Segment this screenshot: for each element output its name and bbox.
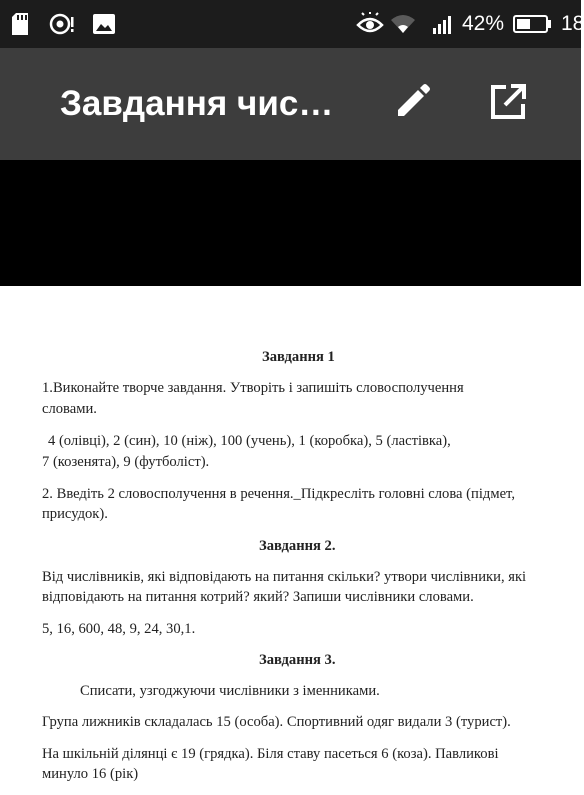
task1-heading: Завдання 1 — [262, 349, 335, 365]
status-bar — [0, 0, 584, 48]
location-icon — [49, 0, 75, 48]
task1-instruction-line1: 1.Виконайте творче завдання. Утворіть і запишіть словосполучення — [42, 380, 464, 396]
task3-heading: Завдання 3. — [259, 652, 336, 668]
task2-numbers: 5, 16, 600, 48, 9, 24, 30,1. — [42, 621, 196, 637]
battery-icon — [513, 0, 553, 48]
task1-items-line1: 4 (олівці), 2 (син), 10 (ніж), 100 (учень), 1 (коробка), 5 (ластівка), — [48, 433, 451, 449]
task2-text-line1: Від числівників, які відповідають на питання скільки? утвори числівники, які — [42, 569, 527, 585]
wifi-icon — [389, 0, 417, 48]
image-icon — [92, 0, 116, 48]
edit-pencil-icon — [392, 82, 432, 126]
open-external-button[interactable] — [484, 80, 532, 128]
document-preview-header — [0, 160, 581, 286]
task3-instruction: Списати, узгоджуючи числівники з іменниками. — [80, 683, 380, 699]
battery-percent: 42% — [462, 12, 505, 35]
task2-text-line2: відповідають на питання котрий? який? Запиши числівники словами. — [42, 589, 474, 605]
task1-part2-line1: 2. Введіть 2 словосполучення в речення._Підкресліть головні слова (підмет, — [42, 486, 515, 502]
document-title: Завдання чис… — [60, 84, 334, 123]
open-external-icon — [488, 82, 528, 126]
task1-items-line2: 7 (козенята), 9 (футболіст). — [42, 454, 210, 470]
clock-time: 18 — [561, 12, 584, 35]
signal-icon — [432, 0, 456, 48]
task2-heading: Завдання 2. — [259, 538, 336, 554]
eye-icon — [356, 0, 384, 48]
task1-part2-line2: присудок). — [42, 506, 108, 522]
task3-sentence2-line2: минуло 16 (рік) — [42, 766, 139, 782]
sd-card-icon — [10, 0, 30, 48]
task1-instruction-line2: словами. — [42, 401, 97, 417]
task3-sentence1: Група лижників складалась 15 (особа). Спортивний одяг видали 3 (турист). — [42, 714, 511, 730]
task3-sentence2-line1: На шкільній ділянці є 19 (грядка). Біля ставу пасеться 6 (коза). Павликові — [42, 746, 499, 762]
edit-button[interactable] — [388, 80, 436, 128]
